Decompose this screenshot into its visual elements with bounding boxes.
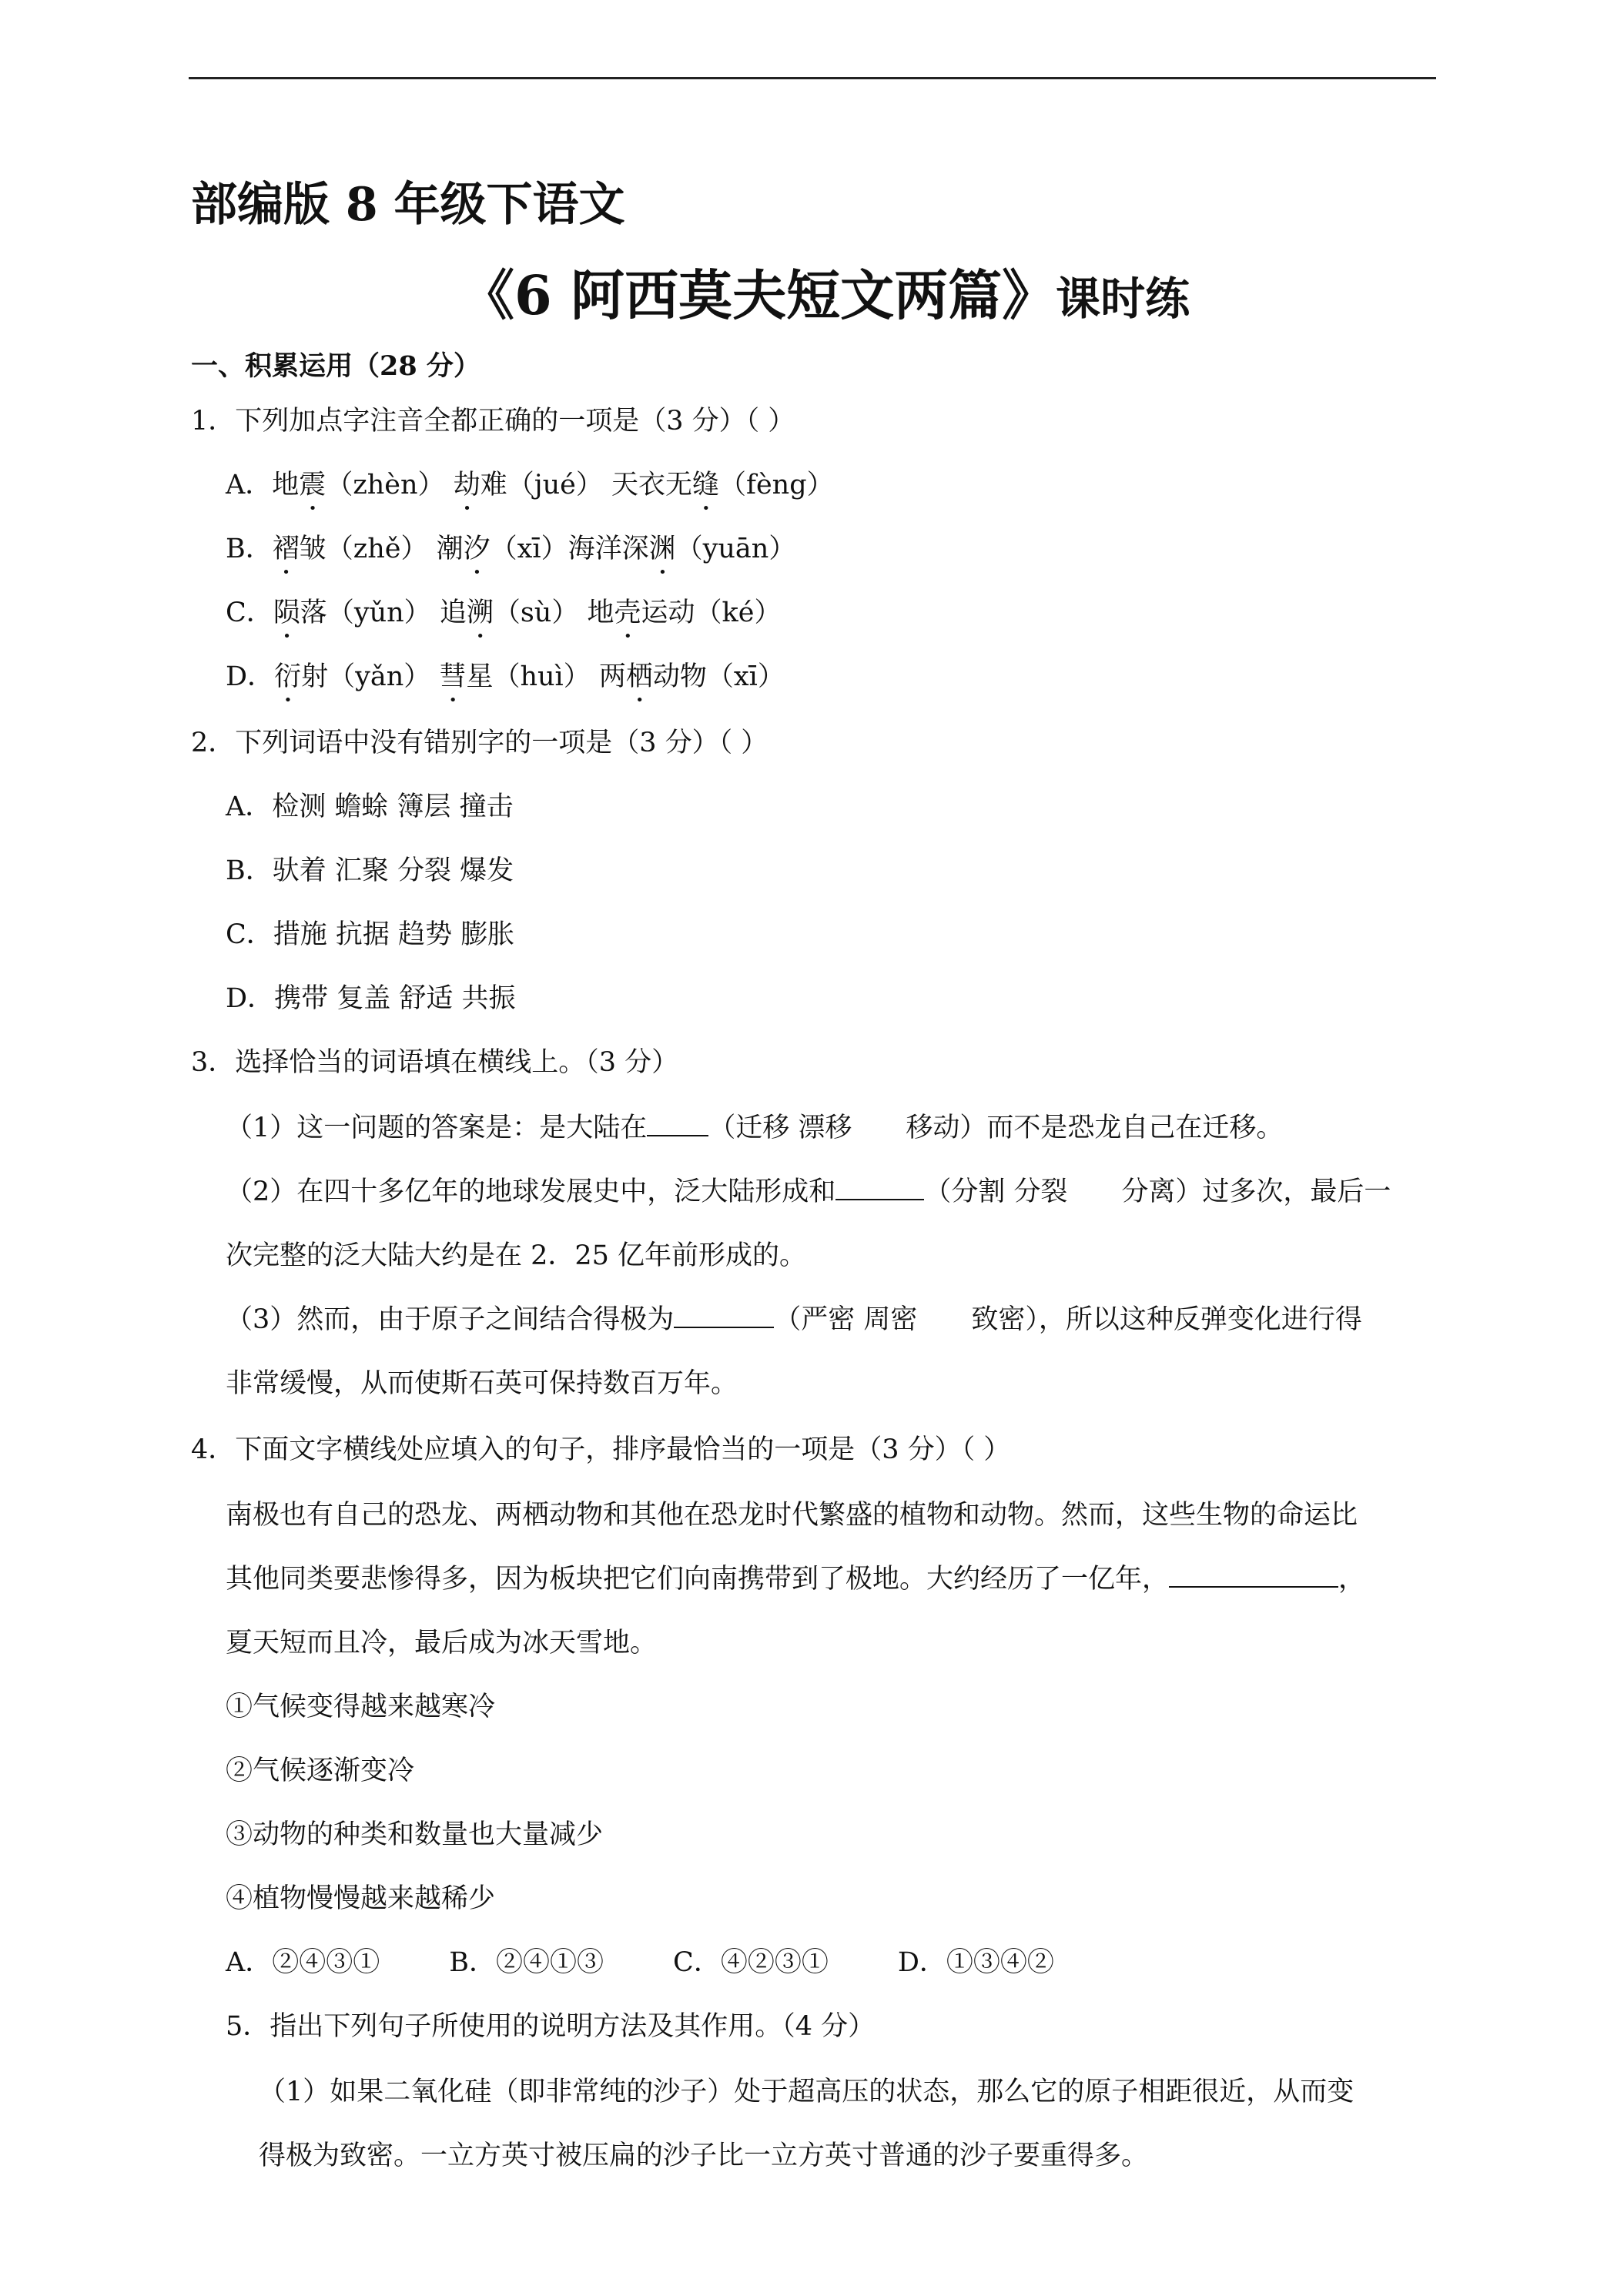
q5-sentence-1-cont: 得极为致密。一立方英寸被压扁的沙子比一立方英寸普通的沙子要重得多。 bbox=[259, 2140, 1149, 2171]
header-rule bbox=[189, 77, 1436, 79]
q1-option-d: D．衍射（yǎn） 彗星（huì） 两栖动物（xī） bbox=[226, 661, 785, 692]
question-5 bbox=[226, 2013, 875, 2040]
q4-passage-line-2: 其他同类要悲惨得多，因为板块把它们向南携带到了极地。大约经历了一亿年， ， bbox=[226, 1564, 1366, 1595]
answer-blank[interactable] bbox=[647, 1135, 708, 1136]
q3-sentence-1: （1）这一问题的答案是：是大陆在 （迁移 漂移 移动）而不是恐龙自己在迁移。 bbox=[226, 1113, 1284, 1143]
q4-passage-line-3: 夏天短而且冷，最后成为冰天雪地。 bbox=[226, 1628, 658, 1658]
title-main: 《6 阿西莫夫短文两篇》 bbox=[460, 263, 1056, 327]
q1-option-c: C．陨落（yǔn） 追溯（sù） 地壳运动（ké） bbox=[226, 597, 782, 628]
answer-blank[interactable] bbox=[674, 1327, 774, 1328]
question-2 bbox=[191, 730, 768, 757]
q4-item-4: ④植物慢慢越来越稀少 bbox=[226, 1883, 496, 1914]
question-1 bbox=[191, 408, 795, 435]
q4-choices bbox=[226, 1947, 1054, 1978]
q5-sentence-1: （1）如果二氧化硅（即非常纯的沙子）处于超高压的状态，那么它的原子相距很近，从而变 bbox=[259, 2077, 1354, 2107]
q4-item-1: ①气候变得越来越寒冷 bbox=[226, 1692, 496, 1722]
question-stem: 指出下列句子所使用的说明方法及其作用。（4 分） bbox=[270, 2011, 876, 2042]
q4-choice-c: C．④②③① bbox=[673, 1947, 829, 1978]
question-stem: 下列词语中没有错别字的一项是（3 分）（ ） bbox=[235, 728, 768, 758]
q1-option-b: B．褶皱（zhě） 潮汐（xī）海洋深渊（yuān） bbox=[226, 534, 796, 564]
q2-option-a: A．检测 蟾蜍 簿层 撞击 bbox=[226, 792, 514, 822]
question-number: 5． bbox=[226, 2011, 270, 2042]
subject-heading: 部编版 8 年级下语文 bbox=[191, 178, 625, 232]
question-stem: 选择恰当的词语填在横线上。（3 分） bbox=[235, 1047, 679, 1078]
q4-choice-d: D．①③④② bbox=[897, 1947, 1054, 1978]
answer-blank[interactable] bbox=[1169, 1586, 1338, 1588]
section-heading: 一、积累运用（28 分） bbox=[191, 350, 481, 382]
question-number: 3． bbox=[191, 1047, 236, 1078]
q2-option-b: B．驮着 汇聚 分裂 爆发 bbox=[226, 855, 514, 886]
q4-item-2: ②气候逐渐变冷 bbox=[226, 1755, 415, 1786]
question-number: 2． bbox=[191, 728, 236, 758]
question-number: 4． bbox=[191, 1434, 236, 1465]
q4-choice-a: A．②④③① bbox=[226, 1947, 380, 1978]
title-suffix: 课时练 bbox=[1056, 273, 1190, 325]
q2-option-d: D．携带 复盖 舒适 共振 bbox=[226, 983, 516, 1014]
question-stem: 下列加点字注音全都正确的一项是（3 分）（ ） bbox=[235, 406, 795, 437]
q3-sentence-2: （2）在四十多亿年的地球发展史中，泛大陆形成和 （分割 分裂 分离）过多次，最后一 bbox=[226, 1176, 1391, 1207]
question-number: 1． bbox=[191, 406, 236, 437]
q3-sentence-3: （3）然而，由于原子之间结合得极为 （严密 周密 致密），所以这种反弹变化进行得 bbox=[226, 1304, 1362, 1335]
q4-item-3: ③动物的种类和数量也大量减少 bbox=[226, 1819, 604, 1850]
question-3 bbox=[191, 1049, 678, 1076]
q4-choice-b: B．②④①③ bbox=[449, 1947, 604, 1978]
question-4 bbox=[191, 1434, 1011, 1465]
q2-option-c: C．措施 抗据 趋势 膨胀 bbox=[226, 919, 515, 950]
q3-sentence-2-cont: 次完整的泛大陆大约是在 2．25 亿年前形成的。 bbox=[226, 1240, 807, 1271]
q4-passage-line-1: 南极也有自己的恐龙、两栖动物和其他在恐龙时代繁盛的植物和动物。然而，这些生物的命运比 bbox=[226, 1500, 1358, 1531]
answer-blank[interactable] bbox=[835, 1199, 924, 1200]
page-title bbox=[460, 253, 1190, 330]
q3-sentence-3-cont: 非常缓慢，从而使斯石英可保持数百万年。 bbox=[226, 1368, 738, 1399]
q1-option-a: A．地震（zhèn） 劫难（jué） 天衣无缝（fèng） bbox=[226, 470, 834, 500]
question-stem: 下面文字横线处应填入的句子，排序最恰当的一项是（3 分）（ ） bbox=[235, 1434, 1011, 1465]
